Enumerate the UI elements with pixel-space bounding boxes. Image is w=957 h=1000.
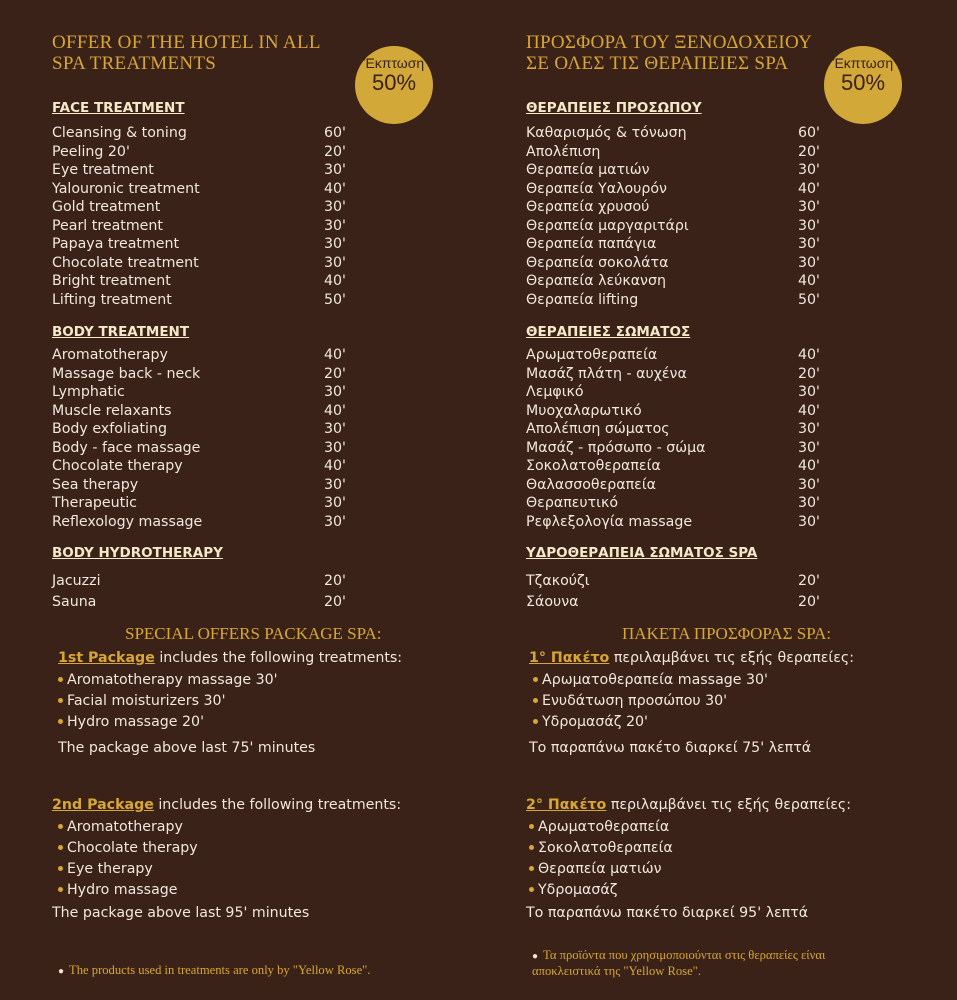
package-1-duration: The package above last 75' minutes [58,740,316,756]
treatment-name: Απολέπιση [526,143,601,160]
treatment-name: Chocolate therapy [52,458,183,474]
treatment-row [52,513,382,532]
treatment-name: Μασάζ - πρόσωπο - σώμα [526,439,706,456]
treatment-duration: 40' [798,180,820,197]
treatment-duration: 30' [798,199,820,215]
treatment-name: Aromatotherapy [52,347,168,363]
products-note [58,963,498,979]
treatment-duration: 60' [324,125,346,141]
package-item: Αρωματοθεραπεία [529,817,957,838]
package-2-intro-text: includes the following treatments: [153,797,402,813]
treatment-row [52,494,382,513]
treatment-row [526,161,856,180]
treatment-name: Θεραπευτικό [526,495,618,511]
treatment-row [526,439,856,458]
treatment-name: Body exfoliating [52,421,167,437]
treatment-duration: 20' [324,573,346,589]
treatment-name: Μυοχαλαρωτικό [526,402,642,419]
body-treatment-heading-greek: ΘΕΡΑΠΕΙΕΣ ΣΩΜΑΤΟΣ [526,324,691,340]
package-2-intro-greek [526,796,957,814]
treatment-duration: 20' [798,573,820,589]
treatment-name: Gold treatment [52,199,161,215]
treatment-name: Muscle relaxants [52,402,172,419]
treatment-duration: 20' [798,365,820,382]
treatment-duration: 40' [324,458,346,474]
treatment-duration: 30' [324,513,346,530]
discount-label-greek: Έκπτωση [832,55,894,71]
treatment-name: Θεραπεία Υαλουρόν [526,180,667,197]
treatment-row [526,365,856,384]
treatment-row [52,365,382,384]
treatment-row [526,476,856,495]
treatment-duration: 30' [324,384,346,400]
package-2-items-greek [529,817,957,901]
products-note-text: The products used in treatments are only by "Yellow Rose". [69,963,371,977]
treatment-row [526,571,856,592]
treatment-row [526,180,856,199]
treatment-row [526,198,856,217]
package-item: Eye therapy [58,859,492,880]
treatment-row [526,254,856,273]
treatment-row [52,143,382,162]
treatment-row [526,513,856,532]
package-2-duration-greek: Το παραπάνω πακέτο διαρκεί 95' λεπτά [526,905,809,921]
treatment-duration: 50' [324,291,346,308]
treatment-duration: 30' [798,513,820,530]
treatment-name: Θεραπεία λεύκανση [526,273,666,289]
treatment-duration: 20' [324,365,346,382]
treatment-name: Θεραπεία lifting [526,291,639,308]
treatment-duration: 30' [324,199,346,215]
packages-heading-greek: ΠΑΚΕΤΑ ΠΡΟΣΦΟΡΑΣ SPA: [622,624,832,643]
discount-value: 50% [371,70,417,95]
treatment-name: Μασάζ πλάτη - αυχένα [526,365,687,382]
package-1-name: 1st Package [58,650,155,666]
package-1-greek [529,649,957,757]
treatment-row [52,457,382,476]
treatment-row [52,592,382,613]
products-note-text-greek: Τα προϊόντα που χρησιμοποιούνται στις θεραπείες είναι αποκλειστικά της "Yellow Rose". [532,948,826,978]
treatment-duration: 30' [798,439,820,456]
treatment-name: Καθαρισμός & τόνωση [526,125,687,141]
treatment-row [526,124,856,143]
treatment-row [52,161,382,180]
treatment-row [52,180,382,199]
note-bullet-icon-greek: ● [532,951,539,962]
treatment-duration: 30' [324,476,346,493]
products-note-greek [532,948,892,978]
treatment-duration: 20' [324,143,346,160]
package-2-intro-text-greek: περιλαμβάνει τις εξής θεραπείες: [606,797,852,813]
treatment-name: Λεμφικό [526,384,584,400]
treatment-duration: 30' [324,162,346,178]
package-1-intro-text-greek: περιλαμβάνει τις εξής θεραπείες: [609,650,855,666]
treatment-name: Θεραπεία μαργαριτάρι [526,217,689,234]
treatment-duration: 20' [324,594,346,610]
package-item: Σοκολατοθεραπεία [529,838,957,859]
treatment-duration: 30' [324,421,346,437]
treatment-duration: 30' [798,236,820,252]
face-treatment-heading: FACE TREATMENT [52,100,185,116]
treatment-duration: 40' [798,347,820,363]
treatment-row [52,383,382,402]
treatment-row [52,235,382,254]
body-hydrotherapy-heading: BODY HYDROTHERAPY [52,545,223,561]
package-item: Aromatotherapy [58,817,492,838]
body-treatment-list [52,346,382,531]
treatment-row [52,291,382,310]
discount-badge [355,46,433,124]
treatment-name: Αρωματοθεραπεία [526,347,658,363]
treatment-name: Θεραπεία παπάγια [526,236,657,252]
treatment-row [526,217,856,236]
treatment-row [526,383,856,402]
treatment-name: Pearl treatment [52,217,163,234]
treatment-name: Massage back - neck [52,365,201,382]
package-item: Aromatotherapy massage 30' [58,670,498,691]
treatment-row [526,346,856,365]
treatment-duration: 30' [798,495,820,511]
body-treatment-list-greek [526,346,856,531]
package-1-duration-greek: Το παραπάνω πακέτο διαρκεί 75' λεπτά [529,740,812,756]
treatment-row [52,272,382,291]
package-item: Θεραπεία ματιών [529,859,957,880]
treatment-name: Σοκολατοθεραπεία [526,458,661,474]
package-1-intro-greek [529,649,957,667]
treatment-row [52,420,382,439]
body-hydrotherapy-list-greek [526,571,856,613]
face-treatment-list [52,124,382,309]
note-bullet-icon: ● [58,966,65,977]
package-item: Υδρομασάζ [529,880,957,901]
package-2-items [58,817,492,901]
treatment-row [526,494,856,513]
face-treatment-list-greek [526,124,856,309]
treatment-duration: 40' [798,273,820,289]
treatment-row [52,198,382,217]
treatment-row [52,402,382,421]
treatment-duration: 30' [324,495,346,511]
treatment-duration: 40' [798,458,820,474]
treatment-duration: 40' [324,180,346,197]
package-2-name-greek: 2° Πακέτο [526,797,607,813]
treatment-row [52,124,382,143]
treatment-name: Therapeutic [52,495,137,511]
treatment-row [526,143,856,162]
treatment-row [526,235,856,254]
package-1 [58,649,498,757]
package-1-items-greek [533,670,957,733]
treatment-row [52,476,382,495]
discount-badge-greek [824,46,902,124]
treatment-row [526,592,856,613]
treatment-duration: 40' [324,273,346,289]
treatment-duration: 30' [798,254,820,271]
treatment-name: Lymphatic [52,384,125,400]
treatment-name: Θεραπεία χρυσού [526,199,650,215]
treatment-name: Yalouronic treatment [52,180,200,197]
treatment-name: Peeling 20' [52,143,130,160]
page-title: OFFER OF THE HOTEL IN ALL SPA TREATMENTS [52,32,321,74]
body-hydrotherapy-list [52,571,382,613]
treatment-duration: 50' [798,291,820,308]
treatment-row [52,439,382,458]
package-item: Chocolate therapy [58,838,492,859]
treatment-duration: 30' [324,254,346,271]
package-item: Αρωματοθεραπεία massage 30' [533,670,957,691]
treatment-duration: 20' [798,594,820,610]
treatment-row [52,346,382,365]
package-1-intro-text: includes the following treatments: [154,650,403,666]
treatment-name: Jacuzzi [52,573,101,589]
treatment-duration: 30' [798,476,820,493]
treatment-row [526,457,856,476]
package-item: Hydro massage 20' [58,712,498,733]
treatment-row [52,217,382,236]
treatment-name: Sauna [52,594,97,610]
treatment-name: Θεραπεία ματιών [526,162,650,178]
treatment-name: Body - face massage [52,439,201,456]
package-item: Υδρομασάζ 20' [533,712,957,733]
treatment-row [526,402,856,421]
treatment-name: Τζακούζι [526,573,590,589]
page-title-greek: ΠΡΟΣΦΟΡΑ ΤΟΥ ΞΕΝΟΔΟΧΕΙΟΥ ΣΕ ΟΛΕΣ ΤΙΣ ΘΕΡΑΠΕΙΕΣ SPA [526,32,813,74]
treatment-duration: 30' [798,217,820,234]
treatment-duration: 40' [798,402,820,419]
treatment-duration: 30' [324,217,346,234]
treatment-name: Θαλασσοθεραπεία [526,476,657,493]
package-item: Hydro massage [58,880,492,901]
body-hydrotherapy-heading-greek: ΥΔΡΟΘΕΡΑΠΕΙΑ ΣΩΜΑΤΟΣ SPA [526,545,758,561]
package-2-duration: The package above last 95' minutes [52,905,310,921]
treatment-duration: 30' [798,162,820,178]
treatment-row [526,291,856,310]
treatment-name: Bright treatment [52,273,171,289]
treatment-duration: 40' [324,347,346,363]
package-1-intro [58,649,498,667]
face-treatment-heading-greek: ΘΕΡΑΠΕΙΕΣ ΠΡΟΣΩΠΟΥ [526,100,702,116]
treatment-duration: 30' [324,439,346,456]
treatment-name: Ρεφλεξολογία massage [526,513,693,530]
treatment-name: Eye treatment [52,162,154,178]
package-1-items [58,670,498,733]
discount-label: Έκπτωση [363,55,425,71]
package-item: Ενυδάτωση προσώπου 30' [533,691,957,712]
treatment-duration: 30' [324,236,346,252]
treatment-name: Reflexology massage [52,513,203,530]
package-2 [52,796,492,922]
body-treatment-heading: BODY TREATMENT [52,324,190,340]
treatment-duration: 30' [798,384,820,400]
treatment-name: Απολέπιση σώματος [526,421,670,437]
treatment-name: Papaya treatment [52,236,180,252]
treatment-duration: 30' [798,421,820,437]
treatment-duration: 20' [798,143,820,160]
package-1-name-greek: 1° Πακέτο [529,650,610,666]
treatment-duration: 40' [324,402,346,419]
package-2-name: 2nd Package [52,797,154,813]
discount-value-greek: 50% [840,70,886,95]
treatment-duration: 60' [798,125,820,141]
treatment-name: Lifting treatment [52,291,172,308]
treatment-row [526,420,856,439]
packages-heading: SPECIAL OFFERS PACKAGE SPA: [125,624,382,643]
treatment-name: Sea therapy [52,476,139,493]
treatment-name: Σάουνα [526,594,579,610]
treatment-name: Cleansing & toning [52,125,187,141]
treatment-name: Chocolate treatment [52,254,199,271]
package-2-greek [526,796,957,922]
treatment-row [526,272,856,291]
treatment-row [52,571,382,592]
package-item: Facial moisturizers 30' [58,691,498,712]
package-2-intro [52,796,492,814]
treatment-name: Θεραπεία σοκολάτα [526,254,669,271]
treatment-row [52,254,382,273]
